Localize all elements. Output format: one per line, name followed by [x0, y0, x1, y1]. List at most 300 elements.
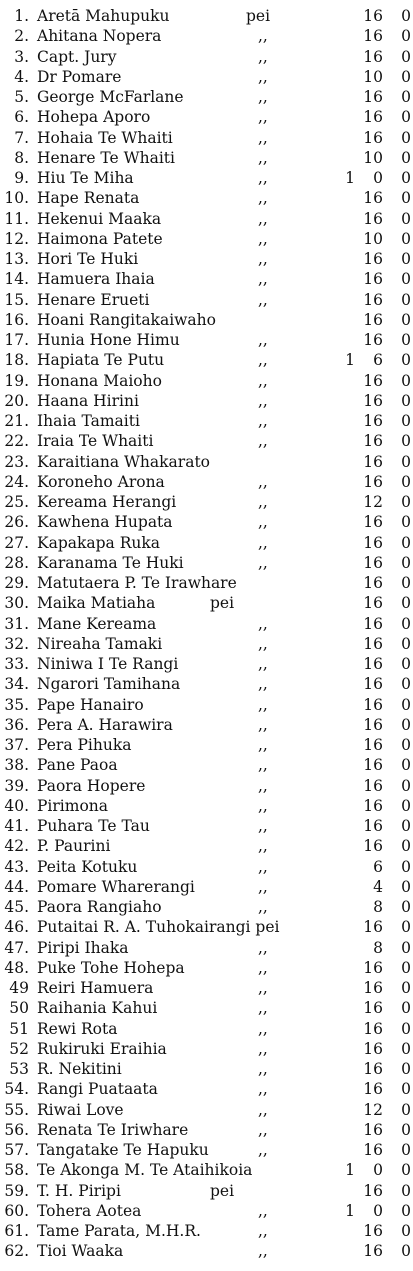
amount-shillings: 16 [363, 817, 383, 835]
amount-pence: 0 [401, 169, 411, 187]
amount-pence: 0 [401, 270, 411, 289]
entry-name: Puhara Te Tau [37, 817, 150, 835]
list-item [0, 330, 413, 350]
amount-pence: 0 [401, 1161, 411, 1180]
list-item [0, 634, 413, 654]
entry-name: Riwai Love [37, 1100, 124, 1119]
entry-number: 12. [4, 229, 29, 248]
entry-ditto-mark: ,, [258, 655, 268, 673]
amount-shillings: 16 [363, 1141, 383, 1159]
entry-name: Karaitiana Whakarato [37, 452, 211, 471]
entry-name: Haana Hirini [37, 391, 139, 410]
entry-number: 7. [14, 128, 29, 147]
amount-shillings: 16 [363, 310, 383, 329]
entry-ditto-mark: ,, [258, 432, 268, 451]
entry-name: T. H. Piripi [37, 1181, 121, 1200]
amount-pence: 0 [401, 128, 411, 147]
entry-name: Honana Maioho [37, 371, 162, 390]
amount-pence: 0 [401, 290, 411, 309]
entry-ditto-mark: ,, [258, 412, 268, 430]
entry-ditto-mark: ,, [258, 796, 268, 815]
amount-shillings: 16 [363, 999, 383, 1018]
entry-name: Tohera Aotea [37, 1201, 142, 1220]
amount-shillings: 16 [363, 1080, 383, 1099]
entry-ditto-mark: ,, [258, 351, 268, 370]
amount-pence: 0 [401, 857, 411, 876]
list-item [0, 472, 413, 492]
amount-shillings: 16 [363, 675, 383, 694]
list-item [0, 209, 413, 229]
entry-ditto-mark: ,, [258, 67, 268, 86]
list-item [0, 755, 413, 775]
amount-shillings: 16 [363, 270, 383, 289]
entry-ditto-mark: ,, [258, 715, 268, 734]
entry-number: 61. [4, 1222, 29, 1240]
entry-ditto-mark: pei [210, 1181, 235, 1200]
list-item [0, 836, 413, 856]
entry-ditto-mark: pei [210, 594, 235, 613]
amount-shillings: 16 [363, 391, 383, 410]
entry-name: Kawhena Hupata [37, 513, 173, 532]
list-item [0, 533, 413, 553]
amount-pounds: 1 [345, 351, 355, 370]
amount-pence: 0 [401, 1141, 411, 1159]
entry-number: 26. [4, 513, 29, 532]
entry-ditto-mark: ,, [258, 553, 268, 572]
entry-ditto-mark: ,, [258, 209, 268, 228]
entry-number: 53 [9, 1060, 29, 1078]
list-item [0, 1039, 413, 1059]
list-item [0, 1120, 413, 1140]
entry-ditto-mark: ,, [258, 250, 268, 268]
list-item [0, 310, 413, 330]
entry-ditto-mark: ,, [258, 1060, 268, 1078]
list-item [0, 593, 413, 613]
amount-pence: 0 [401, 1181, 411, 1200]
entry-ditto-mark: ,, [258, 736, 268, 754]
amount-pence: 0 [401, 452, 411, 471]
entry-number: 42. [4, 837, 29, 856]
list-item [0, 512, 413, 532]
entry-ditto-mark: ,, [258, 776, 268, 795]
amount-pence: 0 [401, 695, 411, 714]
entry-name: Rangi Puataata [37, 1080, 158, 1099]
amount-shillings: 16 [363, 513, 383, 532]
entry-name: Pera A. Harawira [37, 715, 173, 734]
amount-shillings: 16 [363, 47, 383, 66]
amount-shillings: 16 [363, 1242, 383, 1261]
entry-ditto-mark: ,, [258, 331, 268, 349]
amount-pence: 0 [401, 148, 411, 167]
amount-shillings: 4 [373, 877, 383, 896]
entry-name: Dr Pomare [37, 67, 122, 86]
amount-shillings: 16 [363, 371, 383, 390]
amount-pence: 0 [401, 675, 411, 694]
entry-name: Ahitana Nopera [37, 27, 162, 46]
entry-number: 1. [14, 7, 29, 25]
entry-ditto-mark: ,, [258, 128, 268, 147]
list-item [0, 1079, 413, 1099]
amount-shillings: 16 [363, 958, 383, 977]
list-item [0, 1201, 413, 1221]
entry-number: 59. [4, 1181, 29, 1200]
list-item [0, 6, 413, 26]
entry-name: Rukiruki Eraihia [37, 1039, 167, 1058]
entry-number: 20. [4, 391, 29, 410]
amount-pence: 0 [401, 634, 411, 653]
amount-shillings: 16 [363, 209, 383, 228]
entry-number: 31. [4, 614, 29, 633]
list-item [0, 87, 413, 107]
entry-number: 50 [9, 999, 29, 1018]
entry-ditto-mark: ,, [258, 1201, 268, 1220]
entry-name: Tioi Waaka [37, 1242, 124, 1261]
entry-ditto-mark: ,, [258, 837, 268, 856]
entry-name: Tame Parata, M.H.R. [37, 1222, 201, 1240]
list-item [0, 1100, 413, 1120]
list-item [0, 816, 413, 836]
amount-pence: 0 [401, 371, 411, 390]
amount-pence: 0 [401, 513, 411, 532]
list-item [0, 796, 413, 816]
amount-pence: 0 [401, 1100, 411, 1119]
amount-pence: 0 [401, 594, 411, 613]
amount-shillings: 6 [373, 351, 383, 370]
list-item [0, 1241, 413, 1261]
list-item [0, 573, 413, 593]
entry-name: Niniwa I Te Rangi [37, 655, 179, 673]
amount-shillings: 16 [363, 290, 383, 309]
amount-pence: 0 [401, 1060, 411, 1078]
entry-name: Hohaia Te Whaiti [37, 128, 173, 147]
list-item [0, 654, 413, 674]
amount-shillings: 16 [363, 1120, 383, 1139]
entry-ditto-mark: ,, [258, 1120, 268, 1139]
entry-number: 8. [14, 148, 29, 167]
amount-pence: 0 [401, 1080, 411, 1099]
amount-shillings: 16 [363, 634, 383, 653]
amount-pence: 0 [401, 1039, 411, 1058]
amount-shillings: 16 [363, 1060, 383, 1078]
list-item [0, 269, 413, 289]
amount-pence: 0 [401, 1019, 411, 1038]
entry-name: Aretā Mahupuku [37, 7, 170, 25]
list-item [0, 67, 413, 87]
list-item [0, 735, 413, 755]
list-item [0, 978, 413, 998]
entry-name: Renata Te Iriwhare [37, 1120, 189, 1139]
entry-name: R. Nekitini [37, 1060, 122, 1078]
entry-name: Henare Erueti [37, 290, 150, 309]
amount-shillings: 16 [363, 574, 383, 592]
entry-name: Pomare Wharerangi [37, 877, 195, 896]
entry-ditto-mark: ,, [258, 47, 268, 66]
entry-ditto-mark: ,, [258, 88, 268, 106]
entry-name: Hohepa Aporo [37, 108, 151, 127]
entry-number: 22. [4, 432, 29, 451]
entry-number: 45. [4, 898, 29, 916]
amount-shillings: 16 [363, 189, 383, 208]
entry-name: Hapiata Te Putu [37, 351, 165, 370]
amount-pence: 0 [401, 918, 411, 937]
entry-number: 55. [4, 1100, 29, 1119]
entry-name: Hoani Rangitakaiwaho [37, 310, 216, 329]
entry-number: 15. [4, 290, 29, 309]
entry-number: 10. [4, 189, 29, 208]
entry-number: 4. [14, 67, 29, 86]
amount-pence: 0 [401, 1222, 411, 1240]
amount-pence: 0 [401, 27, 411, 46]
list-item [0, 1140, 413, 1160]
amount-shillings: 16 [363, 7, 383, 25]
entry-number: 33. [4, 655, 29, 673]
entry-ditto-mark: ,, [258, 371, 268, 390]
amount-pence: 0 [401, 533, 411, 552]
list-item [0, 897, 413, 917]
entry-number: 25. [4, 493, 29, 511]
entry-name: Puke Tohe Hohepa [37, 958, 185, 977]
entry-name: Hekenui Maaka [37, 209, 162, 228]
entry-number: 9. [14, 169, 29, 187]
amount-pence: 0 [401, 88, 411, 106]
amount-pence: 0 [401, 756, 411, 775]
amount-pence: 0 [401, 67, 411, 86]
amount-shillings: 10 [363, 148, 383, 167]
amount-shillings: 10 [363, 229, 383, 248]
entry-name: Hiu Te Miha [37, 169, 134, 187]
amount-pence: 0 [401, 776, 411, 795]
entry-name: Pirimona [37, 796, 109, 815]
amount-shillings: 16 [363, 412, 383, 430]
entry-number: 49 [9, 979, 29, 997]
entry-name: Piripi Ihaka [37, 938, 129, 957]
entry-name: Nireaha Tamaki [37, 634, 163, 653]
entry-ditto-mark: ,, [258, 817, 268, 835]
entry-name: Mane Kereama [37, 614, 157, 633]
entry-ditto-mark: ,, [258, 472, 268, 491]
entry-number: 46. [4, 918, 29, 937]
entry-number: 13. [4, 250, 29, 268]
amount-shillings: 16 [363, 250, 383, 268]
entry-name: Koroneho Arona [37, 472, 165, 491]
amount-pence: 0 [401, 331, 411, 349]
amount-shillings: 16 [363, 979, 383, 997]
entry-name: Tangatake Te Hapuku [37, 1141, 209, 1159]
entry-number: 51 [9, 1019, 29, 1038]
entry-number: 3. [14, 47, 29, 66]
subscription-list [0, 6, 413, 1262]
amount-pence: 0 [401, 958, 411, 977]
entry-ditto-mark: ,, [258, 756, 268, 775]
amount-shillings: 16 [363, 1039, 383, 1058]
entry-name: Ihaia Tamaiti [37, 412, 140, 430]
entry-ditto-mark: ,, [258, 1100, 268, 1119]
amount-shillings: 8 [373, 938, 383, 957]
entry-number: 21. [4, 412, 29, 430]
entry-number: 43. [4, 857, 29, 876]
entry-ditto-mark: ,, [258, 898, 268, 916]
entry-name: Hori Te Huki [37, 250, 139, 268]
entry-number: 2. [14, 27, 29, 46]
list-item [0, 695, 413, 715]
entry-number: 30. [4, 594, 29, 613]
entry-name: Raihania Kahui [37, 999, 158, 1018]
list-item [0, 411, 413, 431]
entry-number: 41. [4, 817, 29, 835]
entry-ditto-mark: ,, [258, 675, 268, 694]
entry-ditto-mark: ,, [258, 391, 268, 410]
entry-number: 28. [4, 553, 29, 572]
entry-ditto-mark: ,, [258, 1080, 268, 1099]
amount-pence: 0 [401, 351, 411, 370]
list-item [0, 371, 413, 391]
entry-name: Pape Hanairo [37, 695, 144, 714]
entry-name: Iraia Te Whaiti [37, 432, 154, 451]
entry-number: 29. [4, 574, 29, 592]
list-item [0, 107, 413, 127]
amount-shillings: 0 [373, 1161, 383, 1180]
entry-name: Ngarori Tamihana [37, 675, 181, 694]
entry-name: Maika Matiaha [37, 594, 156, 613]
entry-ditto-mark: ,, [258, 857, 268, 876]
entry-number: 23. [4, 452, 29, 471]
entry-ditto-mark: ,, [258, 1242, 268, 1261]
entry-ditto-mark: ,, [258, 979, 268, 997]
entry-number: 58. [4, 1161, 29, 1180]
entry-name: P. Paurini [37, 837, 111, 856]
entry-name: Kereama Herangi [37, 493, 177, 511]
list-item [0, 938, 413, 958]
amount-pence: 0 [401, 108, 411, 127]
amount-shillings: 16 [363, 88, 383, 106]
amount-pence: 0 [401, 736, 411, 754]
entry-name: Hamuera Ihaia [37, 270, 155, 289]
entry-number: 60. [4, 1201, 29, 1220]
list-item [0, 431, 413, 451]
entry-number: 19. [4, 371, 29, 390]
amount-pence: 0 [401, 938, 411, 957]
amount-shillings: 16 [363, 837, 383, 856]
amount-pence: 0 [401, 796, 411, 815]
entry-ditto-mark: ,, [258, 229, 268, 248]
entry-name: Rewi Rota [37, 1019, 118, 1038]
entry-number: 54. [4, 1080, 29, 1099]
entry-name: Peita Kotuku [37, 857, 138, 876]
amount-pence: 0 [401, 553, 411, 572]
entry-ditto-mark: ,, [258, 270, 268, 289]
list-item [0, 229, 413, 249]
entry-ditto-mark: ,, [258, 1222, 268, 1240]
list-item [0, 614, 413, 634]
entry-number: 16. [4, 310, 29, 329]
entry-ditto-mark: ,, [258, 148, 268, 167]
amount-shillings: 16 [363, 128, 383, 147]
amount-shillings: 16 [363, 756, 383, 775]
entry-number: 62. [4, 1242, 29, 1261]
amount-pence: 0 [401, 979, 411, 997]
amount-shillings: 16 [363, 918, 383, 937]
list-item [0, 958, 413, 978]
entry-name: Hape Renata [37, 189, 140, 208]
entry-ditto-mark: ,, [258, 169, 268, 187]
entry-ditto-mark: ,, [258, 493, 268, 511]
entry-number: 32. [4, 634, 29, 653]
amount-pence: 0 [401, 432, 411, 451]
entry-ditto-mark: ,, [258, 108, 268, 127]
amount-shillings: 16 [363, 1019, 383, 1038]
list-item [0, 492, 413, 512]
entry-number: 14. [4, 270, 29, 289]
entry-name: Pera Pihuka [37, 736, 132, 754]
entry-name: Capt. Jury [37, 47, 117, 66]
amount-pence: 0 [401, 715, 411, 734]
amount-shillings: 16 [363, 331, 383, 349]
entry-number: 36. [4, 715, 29, 734]
amount-shillings: 12 [363, 1100, 383, 1119]
list-item [0, 168, 413, 188]
list-item [0, 674, 413, 694]
entry-name: Paora Rangiaho [37, 898, 162, 916]
amount-pence: 0 [401, 412, 411, 430]
amount-pence: 0 [401, 1242, 411, 1261]
entry-number: 52 [9, 1039, 29, 1058]
list-item [0, 47, 413, 67]
entry-number: 48. [4, 958, 29, 977]
amount-shillings: 16 [363, 108, 383, 127]
entry-number: 37. [4, 736, 29, 754]
list-item [0, 452, 413, 472]
entry-ditto-mark: ,, [258, 999, 268, 1018]
list-item [0, 350, 413, 370]
list-item [0, 391, 413, 411]
entry-number: 24. [4, 472, 29, 491]
entry-number: 27. [4, 533, 29, 552]
entry-name: Henare Te Whaiti [37, 148, 175, 167]
list-item [0, 1181, 413, 1201]
entry-number: 57. [4, 1141, 29, 1159]
entry-name: Matutaera P. Te Irawhare [37, 574, 237, 592]
entry-ditto-mark: ,, [258, 290, 268, 309]
amount-pence: 0 [401, 391, 411, 410]
amount-pence: 0 [401, 877, 411, 896]
list-item [0, 1059, 413, 1079]
entry-name: Te Akonga M. Te Ataihikoia [37, 1161, 253, 1180]
amount-shillings: 16 [363, 452, 383, 471]
list-item [0, 148, 413, 168]
list-item [0, 553, 413, 573]
list-item [0, 776, 413, 796]
amount-shillings: 10 [363, 67, 383, 86]
entry-ditto-mark: ,, [258, 634, 268, 653]
entry-ditto-mark: ,, [258, 614, 268, 633]
entry-name: Paora Hopere [37, 776, 146, 795]
amount-pence: 0 [401, 472, 411, 491]
entry-number: 44. [4, 877, 29, 896]
amount-shillings: 16 [363, 796, 383, 815]
amount-pence: 0 [401, 1201, 411, 1220]
entry-number: 5. [14, 88, 29, 106]
amount-pence: 0 [401, 250, 411, 268]
list-item [0, 1160, 413, 1180]
entry-ditto-mark: ,, [258, 27, 268, 46]
entry-number: 17. [4, 331, 29, 349]
amount-pence: 0 [401, 614, 411, 633]
amount-shillings: 16 [363, 776, 383, 795]
amount-pence: 0 [401, 655, 411, 673]
amount-shillings: 16 [363, 553, 383, 572]
amount-shillings: 6 [373, 857, 383, 876]
entry-name: Kapakapa Ruka [37, 533, 160, 552]
